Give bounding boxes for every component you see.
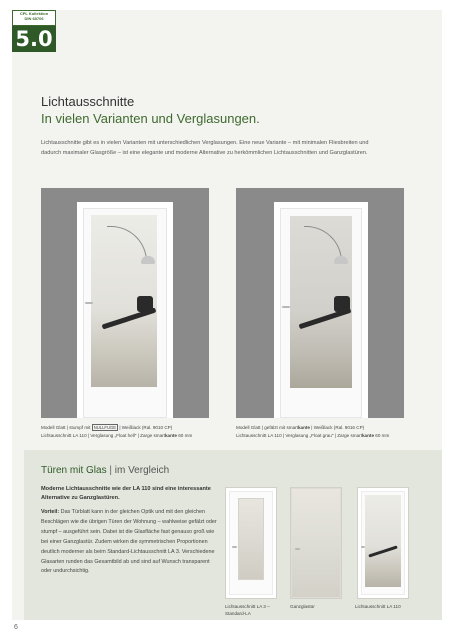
comparison-title-separator: |	[106, 465, 115, 476]
door-handle	[282, 306, 290, 308]
door-handle	[232, 546, 237, 548]
caption-right-line1	[236, 424, 421, 432]
collection-label-box	[12, 10, 56, 26]
door-handle	[295, 548, 300, 550]
door-label-line: Lichtausschnitt LA 110	[355, 604, 401, 609]
glass-panel	[238, 498, 264, 580]
door-label-ganzglas	[290, 604, 315, 611]
door-label-line: Lichtausschnitt LA 3 –	[225, 604, 270, 609]
collection-label: CPL Kollektion	[19, 11, 49, 16]
advantage-text: Das Türblatt kann in der gleichen Optik und mit den gleichen Beschlägen wie die übrigen Türen der Wohnung – wahlweise gefälzt oder stumpf – ausgeführt sein. Dabei ist die Glasfläche fast genauso groß wie bei einer Ganzglastür. Zudem wirken die symmetrischen Proportionen deutlich moderner als beim Standard-Lichtausschnitt LA 3. Verschiedene Glasarten runden das Gesamtbild ab und sind auf Wunsch transparent oder undurchsichtig.	[41, 509, 217, 575]
nullfuge-logo: NULLFUGE	[93, 425, 117, 430]
lampshade-graphic	[334, 256, 348, 264]
lounge-chair-back-graphic	[137, 296, 153, 312]
caption-text: | Weißlack (Ral. 9010 CP)	[118, 425, 173, 430]
version-badge: 5.0	[12, 26, 56, 52]
lounge-chair-back-graphic	[334, 296, 350, 312]
comparison-title	[41, 465, 169, 477]
comparison-title-sub: im Vergleich	[114, 465, 170, 476]
door-photo-left	[41, 188, 209, 418]
caption-bold-text: kante	[362, 432, 375, 438]
brand-logo	[12, 10, 56, 52]
caption-left-line2	[41, 432, 226, 440]
door-thumbnail-ganzglas	[290, 487, 342, 599]
page-subtitle: In vielen Varianten und Verglasungen.	[41, 111, 260, 126]
door-handle	[361, 546, 365, 548]
caption-text: 60 mm	[374, 432, 390, 438]
door-label-la110	[355, 604, 401, 611]
caption-text: | Weißlack (Ral. 9016 CP)	[309, 425, 365, 430]
comparison-lead: Moderne Lichtausschnitte wie der LA 110 sind eine interessante Alternative zu Ganzglastüren.	[41, 486, 211, 501]
caption-bold-text: kante	[164, 432, 177, 438]
page-title: Lichtausschnitte	[41, 94, 135, 109]
door-thumbnail-la110	[357, 487, 409, 599]
comparison-title-main: Türen mit Glas	[41, 465, 107, 476]
caption-text: Lichtausschnitt LA 110 | Verglasung „Float hell" | Zarge smart	[41, 432, 165, 438]
door-photo-right	[236, 188, 404, 418]
door-label-line: Ganzglastür	[290, 604, 315, 609]
comparison-body	[41, 508, 221, 577]
glass-panel	[292, 489, 340, 597]
caption-bold-text: kante	[297, 425, 310, 430]
door-handle	[85, 302, 93, 304]
door-label-la3	[225, 604, 270, 617]
page-number: 6	[14, 624, 18, 631]
caption-right	[236, 424, 421, 439]
caption-text: 60 mm	[176, 432, 193, 438]
advantage-label: Vorteil:	[41, 509, 60, 515]
caption-right-line2	[236, 432, 421, 440]
lampshade-graphic	[141, 256, 155, 264]
door-thumbnail-la3	[225, 487, 277, 599]
caption-left-line1	[41, 424, 226, 432]
intro-paragraph: Lichtausschnitte gibt es in vielen Varianten mit unterschiedlichen Verglasungen. Eine neue Variante – mit minimalen Fliesbreiten und dadurch maximaler Glasgröße – ist eine elegante und moderne Alternative zu herkömmlichen Lichtausschnitten und Ganzglastüren.	[41, 140, 369, 156]
collection-sub-label: DIN 68706	[24, 16, 44, 21]
caption-text: Lichtausschnitt LA 110 | Verglasung „Float grau" | Zarge smart	[236, 432, 362, 438]
door-label-line: Standard-LA	[225, 610, 251, 616]
caption-text: Modell Glatt | gefälzt mit smart	[236, 425, 298, 430]
caption-left	[41, 424, 226, 439]
glass-panel	[365, 495, 401, 587]
caption-text: Modell Glatt | stumpf mit	[41, 425, 92, 430]
